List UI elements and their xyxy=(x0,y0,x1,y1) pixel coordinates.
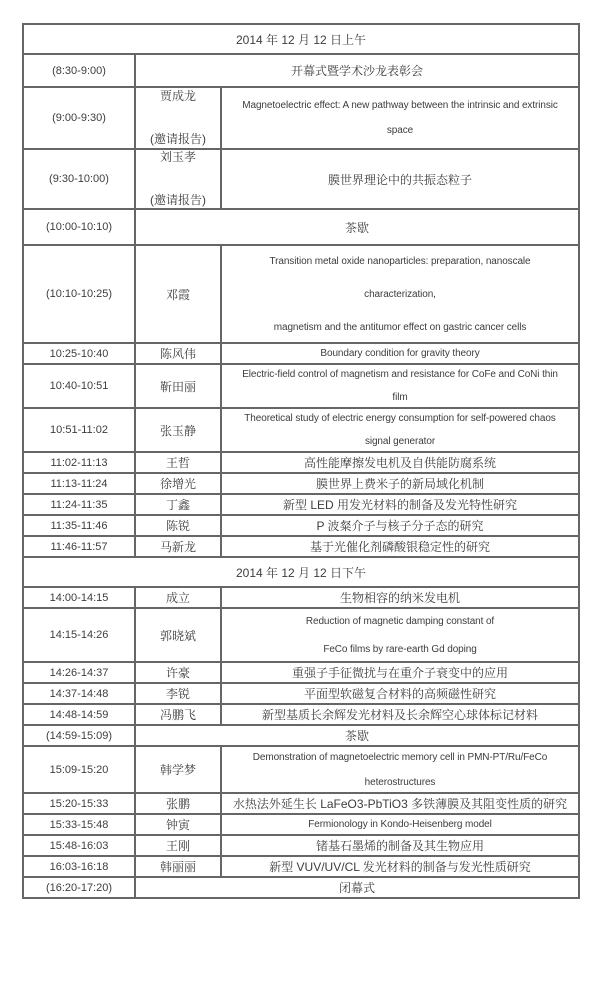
speaker-name: 刘玉孝 xyxy=(159,150,196,164)
speaker-cell: 钟寅 xyxy=(135,814,221,835)
time-cell: (10:10-10:25) xyxy=(23,245,135,343)
title-cell: 基于光催化剂磷酸银稳定性的研究 xyxy=(221,536,579,557)
speaker-cell: 许豪 xyxy=(135,662,221,683)
table-row xyxy=(23,473,579,494)
time-cell: 11:35-11:46 xyxy=(23,515,135,536)
time-cell: 14:37-14:48 xyxy=(23,683,135,704)
table-row xyxy=(23,364,579,408)
session-header-afternoon: 2014 年 12 月 12 日下午 xyxy=(23,557,579,587)
time-cell: (10:00-10:10) xyxy=(23,209,135,245)
table-row xyxy=(23,536,579,557)
speaker-cell: 王哲 xyxy=(135,452,221,473)
title-cell: 新型基质长余辉发光材料及长余辉空心球体标记材料 xyxy=(221,704,579,725)
title-cell: P 波粲介子与核子分子态的研究 xyxy=(221,515,579,536)
title-cell xyxy=(221,408,579,452)
speaker-cell: 张鹏 xyxy=(135,793,221,814)
speaker-cell: 丁鑫 xyxy=(135,494,221,515)
time-cell: 14:00-14:15 xyxy=(23,587,135,608)
table-row xyxy=(23,662,579,683)
time-cell: 14:48-14:59 xyxy=(23,704,135,725)
event-label: 开幕式暨学术沙龙表彰会 xyxy=(135,54,579,87)
title-cell xyxy=(221,87,579,149)
table-row xyxy=(23,149,579,209)
table-row xyxy=(23,725,579,746)
invited-note: (邀请报告) xyxy=(150,132,206,146)
title-cell: 膜世界上费米子的新局域化机制 xyxy=(221,473,579,494)
table-row xyxy=(23,87,579,149)
title-cell xyxy=(221,245,579,343)
time-cell: (9:00-9:30) xyxy=(23,87,135,149)
time-cell: 16:03-16:18 xyxy=(23,856,135,877)
time-cell: (8:30-9:00) xyxy=(23,54,135,87)
talk-title-line: heterostructures xyxy=(364,776,436,788)
time-cell: 15:33-15:48 xyxy=(23,814,135,835)
speaker-cell: 马新龙 xyxy=(135,536,221,557)
time-cell: 15:09-15:20 xyxy=(23,746,135,793)
talk-title-line: FeCo films by rare-earth Gd doping xyxy=(323,643,477,655)
table-row xyxy=(23,793,579,814)
talk-title-line: characterization, xyxy=(364,288,436,300)
table-row xyxy=(23,746,579,793)
table-row xyxy=(23,408,579,452)
talk-title-line: magnetism and the antitumor effect on gastric cancer cells xyxy=(273,321,527,333)
time-cell: 10:40-10:51 xyxy=(23,364,135,408)
event-label: 茶歇 xyxy=(135,725,579,746)
title-cell: 锗基石墨烯的制备及其生物应用 xyxy=(221,835,579,856)
talk-title-line: Reduction of magnetic damping constant of xyxy=(305,615,495,627)
title-cell: 高性能摩擦发电机及自供能防腐系统 xyxy=(221,452,579,473)
speaker-cell: 郭晓斌 xyxy=(135,608,221,662)
invited-note: (邀请报告) xyxy=(150,193,206,207)
talk-title-line: Magnetoelectric effect: A new pathway between the intrinsic and extrinsic xyxy=(242,100,558,111)
title-cell: 膜世界理论中的共振态粒子 xyxy=(221,149,579,209)
title-cell: 重强子手征微扰与在重介子衰变中的应用 xyxy=(221,662,579,683)
table-row xyxy=(23,683,579,704)
time-cell: 15:48-16:03 xyxy=(23,835,135,856)
title-cell xyxy=(221,746,579,793)
talk-title-line: Demonstration of magnetoelectric memory cell in PMN-PT/Ru/FeCo xyxy=(252,751,548,763)
speaker-cell: 王刚 xyxy=(135,835,221,856)
time-cell: 11:02-11:13 xyxy=(23,452,135,473)
table-row xyxy=(23,704,579,725)
table-row xyxy=(23,587,579,608)
title-cell: 平面型软磁复合材料的高频磁性研究 xyxy=(221,683,579,704)
talk-title-line: signal generator xyxy=(364,436,436,447)
table-row xyxy=(23,877,579,898)
table-row xyxy=(23,54,579,87)
session-header-row-afternoon xyxy=(23,557,579,587)
title-cell: Boundary condition for gravity theory xyxy=(221,343,579,364)
time-cell: 15:20-15:33 xyxy=(23,793,135,814)
table-row xyxy=(23,452,579,473)
speaker-cell: 陈风伟 xyxy=(135,343,221,364)
speaker-cell: 韩丽丽 xyxy=(135,856,221,877)
speaker-cell: 李锐 xyxy=(135,683,221,704)
time-cell: 11:24-11:35 xyxy=(23,494,135,515)
time-cell: 14:15-14:26 xyxy=(23,608,135,662)
speaker-cell xyxy=(135,87,221,149)
schedule-table xyxy=(22,23,580,899)
table-row xyxy=(23,494,579,515)
table-row xyxy=(23,814,579,835)
table-row xyxy=(23,209,579,245)
talk-title-line: space xyxy=(386,125,414,136)
speaker-cell: 靳田丽 xyxy=(135,364,221,408)
title-cell: Fermionology in Kondo-Heisenberg model xyxy=(221,814,579,835)
time-cell: (9:30-10:00) xyxy=(23,149,135,209)
table-row xyxy=(23,856,579,877)
table-row xyxy=(23,343,579,364)
time-cell: 14:26-14:37 xyxy=(23,662,135,683)
time-cell: 10:25-10:40 xyxy=(23,343,135,364)
time-cell: 11:13-11:24 xyxy=(23,473,135,494)
title-cell: 新型 LED 用发光材料的制备及发光特性研究 xyxy=(221,494,579,515)
speaker-cell: 张玉静 xyxy=(135,408,221,452)
speaker-cell: 徐增光 xyxy=(135,473,221,494)
title-cell: 生物相容的纳米发电机 xyxy=(221,587,579,608)
title-cell: 新型 VUV/UV/CL 发光材料的制备与发光性质研究 xyxy=(221,856,579,877)
speaker-cell: 陈锐 xyxy=(135,515,221,536)
time-cell: (14:59-15:09) xyxy=(23,725,135,746)
talk-title-line: Theoretical study of electric energy consumption for self-powered chaos xyxy=(244,413,556,424)
session-header-morning: 2014 年 12 月 12 日上午 xyxy=(23,24,579,54)
event-label: 茶歇 xyxy=(135,209,579,245)
speaker-cell: 成立 xyxy=(135,587,221,608)
time-cell: (16:20-17:20) xyxy=(23,877,135,898)
event-label: 闭幕式 xyxy=(135,877,579,898)
speaker-cell: 邓霞 xyxy=(135,245,221,343)
talk-title-line: Electric-field control of magnetism and resistance for CoFe and CoNi thin xyxy=(242,369,558,380)
title-cell xyxy=(221,364,579,408)
table-row xyxy=(23,835,579,856)
speaker-cell: 韩学梦 xyxy=(135,746,221,793)
time-cell: 11:46-11:57 xyxy=(23,536,135,557)
talk-title-line: Transition metal oxide nanoparticles: preparation, nanoscale xyxy=(269,255,531,267)
session-header-row-morning xyxy=(23,24,579,54)
title-cell xyxy=(221,608,579,662)
speaker-cell xyxy=(135,149,221,209)
speaker-cell: 冯鹏飞 xyxy=(135,704,221,725)
table-row xyxy=(23,245,579,343)
talk-title-line: film xyxy=(392,392,408,403)
speaker-name: 贾成龙 xyxy=(159,89,196,103)
time-cell: 10:51-11:02 xyxy=(23,408,135,452)
table-row xyxy=(23,608,579,662)
title-cell: 水热法外延生长 LaFeO3-PbTiO3 多铁薄膜及其阻变性质的研究 xyxy=(221,793,579,814)
table-row xyxy=(23,515,579,536)
